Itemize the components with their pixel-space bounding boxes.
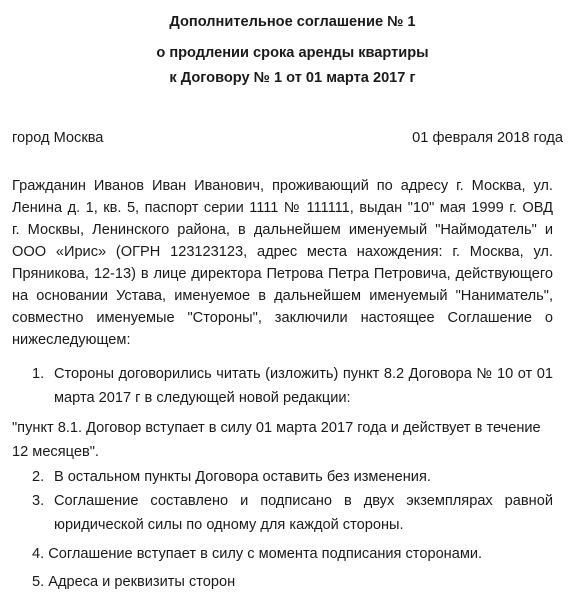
list-item-text: марта 2017 г в следующей новой редакции: — [54, 390, 351, 406]
intro-line: нижеследующем: — [12, 332, 131, 348]
document-subtitle: о продлении срока аренды квартиры — [156, 45, 429, 61]
list-item-number: 2. — [32, 469, 45, 485]
intro-line: совместно именуемые "Стороны", заключили настоящее Соглашение о — [12, 310, 553, 326]
list-item-text: Стороны договорились читать (изложить) пункт 8.2 Договора № 10 от 01 — [54, 366, 553, 382]
document-city: город Москва — [12, 130, 104, 146]
list-item-text: 4. Соглашение вступает в силу с момента подписания сторонами. — [32, 546, 483, 562]
list-item-number: 1. — [32, 366, 45, 382]
list-item-2 — [32, 465, 553, 489]
intro-line: на основании Устава, именуемое в дальнейшем именуемый "Наниматель", — [12, 288, 553, 304]
intro-line: Пряникова, 12-13) в лице директора Петрова Петра Петровича, действующего — [12, 266, 553, 282]
list-item-text: юридической силы по одному для каждой стороны. — [54, 517, 404, 533]
intro-line: г. Москвы, Ленинского района, в дальнейшем именуемый "Наймодатель" и — [12, 222, 553, 238]
quoted-clause-line: "пункт 8.1. Договор вступает в силу 01 марта 2017 года и действует в течение — [12, 420, 541, 436]
intro-line: Гражданин Иванов Иван Иванович, проживающий по адресу г. Москва, ул. — [12, 178, 553, 194]
list-item-number: 3. — [32, 493, 45, 509]
list-item-3 — [32, 489, 553, 537]
quoted-clause — [12, 416, 553, 464]
list-item-1 — [32, 362, 553, 410]
document-contract-reference: к Договору № 1 от 01 марта 2017 г — [169, 70, 416, 86]
document-title: Дополнительное соглашение № 1 — [169, 14, 416, 30]
document-date: 01 февраля 2018 года — [412, 130, 563, 146]
intro-line: Ленина д. 1, кв. 5, паспорт серии 1111 № 111111, выдан "10" мая 1999 г. ОВД — [12, 200, 553, 216]
intro-line: ООО «Ирис» (ОГРН 123123123, адрес места нахождения: г. Москва, ул. — [12, 244, 553, 260]
quoted-clause-line: 12 месяцев". — [12, 444, 99, 460]
list-item-text: Соглашение составлено и подписано в двух экземплярах равной — [54, 493, 553, 509]
list-item-text: В остальном пункты Договора оставить без изменения. — [54, 469, 431, 485]
list-item-text: 5. Адреса и реквизиты сторон — [32, 574, 236, 590]
intro-paragraph — [12, 175, 553, 351]
